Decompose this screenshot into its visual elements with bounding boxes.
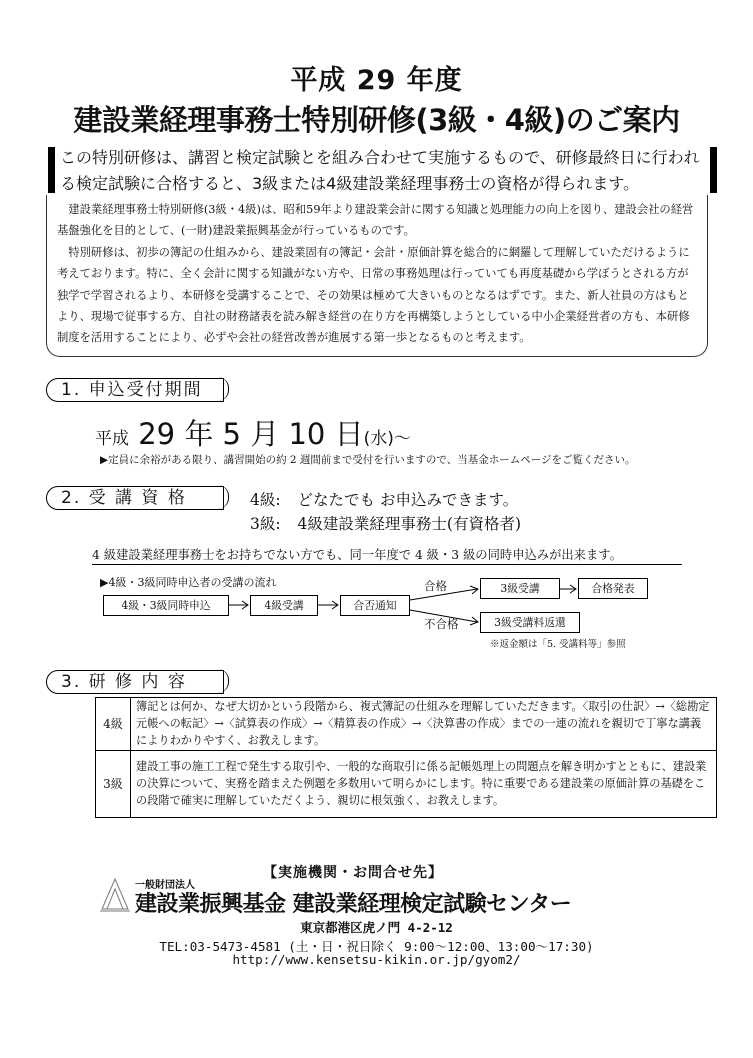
level4-text: どなたでも お申込みできます。 bbox=[297, 491, 519, 509]
row-level: 4級 bbox=[96, 698, 131, 751]
row-text: 建設工事の施工工程で発生する取引や、一般的な商取引に係る記帳処理上の問題点を解き明かすとともに、建設業の決算について、実務を踏まえた例題を多数用いて明らかにします。特に重要である建設業の原価計算の基礎をこの段階で確実に理解していただくよう、親切に根気強く、お教えします。 bbox=[131, 751, 717, 818]
arrow-pass bbox=[410, 586, 478, 600]
arrow-2 bbox=[318, 601, 338, 609]
title-year: 平成 29 年度 bbox=[290, 65, 463, 96]
course-content-table bbox=[95, 697, 717, 818]
date-main: 29 年 5 月 10 日 bbox=[138, 417, 364, 451]
date-era: 平成 bbox=[95, 429, 129, 449]
organization-name: 建設業振興基金 建設業経理検定試験センター bbox=[135, 892, 572, 917]
lead-line-1: この特別研修は、講習と検定試験とを組み合わせて実施するもので、研修最終日に行われ bbox=[60, 148, 700, 167]
flow-step-dual-application: 4級・3級同時申込 bbox=[103, 595, 229, 616]
arrow-pass-result bbox=[560, 585, 576, 593]
date-day: (水)〜 bbox=[363, 429, 411, 449]
org-type: 一般財団法人 bbox=[135, 880, 195, 891]
section-2-heading: 2. 受 講 資 格 bbox=[46, 486, 224, 510]
page-title: 建設業経理事務士特別研修(3級・4級)のご案内 bbox=[73, 103, 680, 137]
table-row bbox=[96, 751, 717, 818]
arrow-fail bbox=[410, 610, 478, 625]
telephone: TEL:03-5473-4581 (土・日・祝日除く 9:00〜12:00、13:00〜17:30) bbox=[159, 939, 594, 954]
level3-text: 4級建設業経理事務士(有資格者) bbox=[297, 515, 521, 533]
flow-pass-label: 合格 bbox=[424, 579, 447, 593]
organization-logo-icon bbox=[98, 873, 132, 913]
flow-step-pass-announcement: 合格発表 bbox=[578, 578, 648, 599]
intro-paragraph-1: 建設業経理事務士特別研修(3級・4級)は、昭和59年より建設業会計に関する知識と処理能力の向上を図り、建設会社の経営基盤強化を目的として、(一財)建設業振興基金が行っているものです。 bbox=[57, 203, 694, 238]
flow-step-refund: 3級受講料返還 bbox=[480, 612, 580, 633]
date-note: ▶定員に余裕がある限り、講習開始の約 2 週間前まで受付を行いますので、当基金ホームページをご覧ください。 bbox=[100, 454, 636, 466]
contact-title: 【実施機関・お問合せ先】 bbox=[263, 865, 443, 881]
lead-line-2: る検定試験に合格すると、3級または4級建設業経理事務士の資格が得られます。 bbox=[60, 174, 640, 193]
dual-application-note: 4 級建設業経理事務士をお持ちでない方でも、同一年度で 4 級・3 級の同時申込みが出来ます。 bbox=[92, 545, 682, 565]
flow-step-level4-course: 4級受講 bbox=[250, 595, 318, 616]
section-3-heading: 3. 研 修 内 容 bbox=[46, 670, 224, 694]
refund-note: ※返金額は「5. 受講料等」参照 bbox=[490, 639, 626, 650]
website-url[interactable]: http://www.kensetsu-kikin.or.jp/gyom2/ bbox=[232, 952, 521, 967]
level4-label: 4級: bbox=[250, 491, 281, 509]
level3-label: 3級: bbox=[250, 515, 281, 533]
flow-step-result-notice: 合否通知 bbox=[340, 595, 410, 616]
row-level: 3級 bbox=[96, 751, 131, 818]
table-row bbox=[96, 698, 717, 751]
row-text: 簿記とは何か、なぜ大切かという段階から、複式簿記の仕組みを理解していただきます。〈取引の仕訳〉→〈総勘定元帳への転記〉→〈試算表の作成〉→〈精算表の作成〉→〈決算書の作成〉までの一連の流れを親切で丁寧な講義によりわかりやすく、お教えします。 bbox=[131, 698, 717, 751]
arrow-1 bbox=[229, 601, 248, 609]
address: 東京都港区虎ノ門 4-2-12 bbox=[300, 920, 453, 935]
intro-paragraph-2: 特別研修は、初歩の簿記の仕組みから、建設業固有の簿記・会計・原価計算を総合的に網羅して理解していただけるように考えております。特に、全く会計に関する知識がない方や、日常の事務処理は行っていても再度基礎から学ぼうとされる方が独学で学習されるより、本研修を受講することで、その効果は極めて大きいものとなるはずです。また、新人社員の方はもとより、現場で従事する方、自社の財務諸表を読み解き経営の在り方を再構築しようとしている中小企業経営者の方も、本研修制度を活用することにより、必ずや会社の経営改善が進展する第一歩となるものと考えます。 bbox=[57, 245, 690, 345]
flow-step-level3-course: 3級受講 bbox=[480, 578, 560, 599]
flow-title: ▶4級・3級同時申込者の受講の流れ bbox=[100, 576, 277, 589]
flow-fail-label: 不合格 bbox=[424, 617, 459, 631]
section-1-heading: 1. 申込受付期間 bbox=[46, 378, 224, 402]
